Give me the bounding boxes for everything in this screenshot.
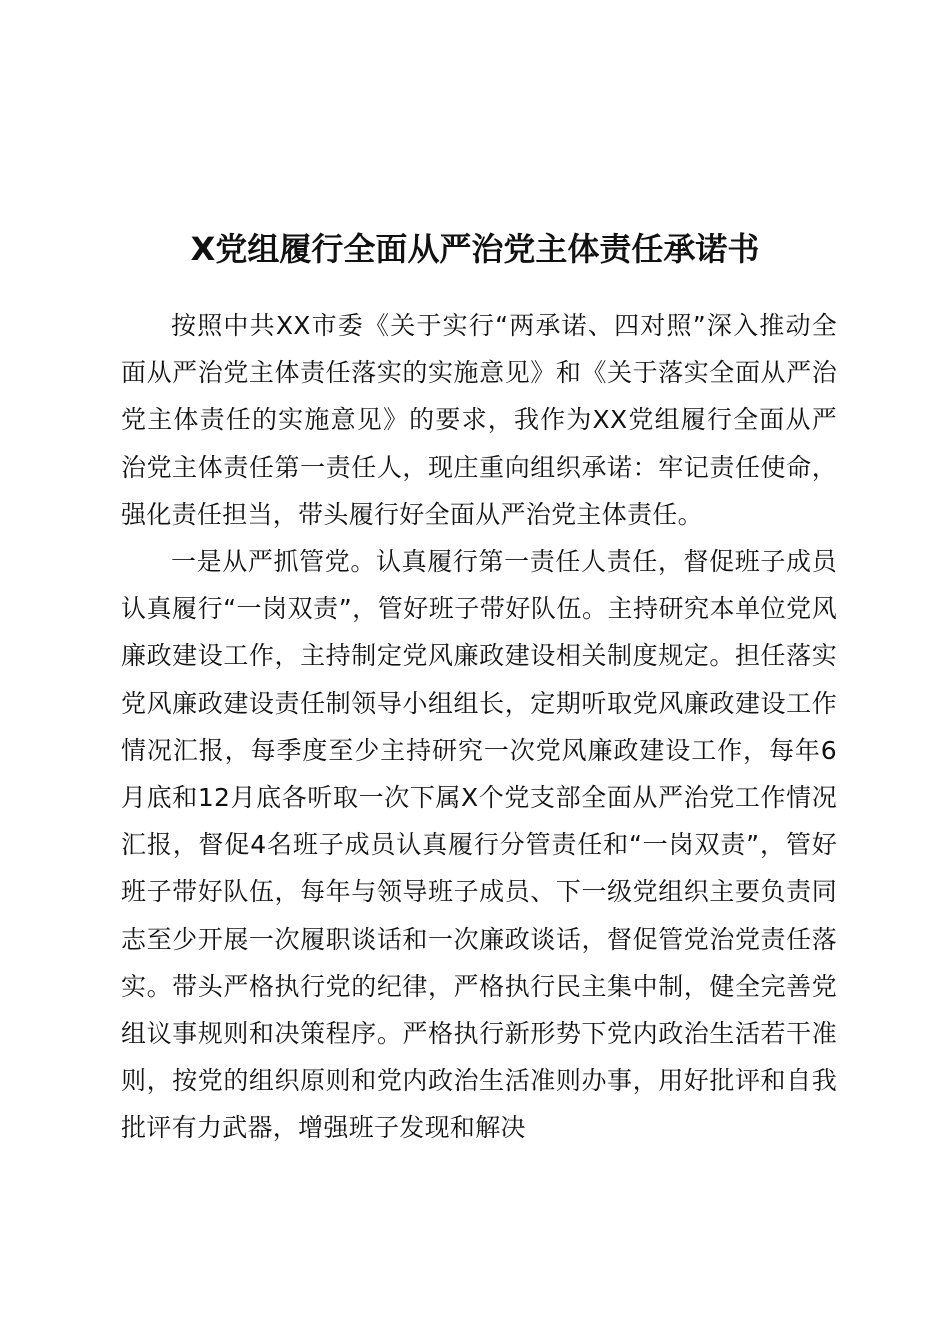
paragraph-strict-party-management: 一是从严抓管党。认真履行第一责任人责任，督促班子成员认真履行“一岗双责”，管好班子带好队伍。主持研究本单位党风廉政建设工作，主持制定党风廉政建设相关制度规定。担任落实党风廉政建设责任制领导小组组长，定期听取党风廉政建设工作情况汇报，每季度至少主持研究一次党风廉政建设工作，每年6月底和12月底各听取一次下属X个党支部全面从严治党工作情况汇报，督促4名班子成员认真履行分管责任和“一岗双责”，管好班子带好队伍，每年与领导班子成员、下一级党组织主要负责同志至少开展一次履职谈话和一次廉政谈话，督促管党治党责任落实。带头严格执行党的纪律，严格执行民主集中制，健全完善党组议事规则和决策程序。严格执行新形势下党内政治生活若干准则，按党的组织原则和党内政治生活准则办事，用好批评和自我批评有力武器，增强班子发现和解决: [121, 547, 837, 1143]
document-title: X党组履行全面从严治党主体责任承诺书: [190, 230, 760, 268]
paragraph-intro: 按照中共XX市委《关于实行“两承诺、四对照”深入推动全面从严治党主体责任落实的实施意见》和《关于落实全面从严治党主体责任的实施意见》的要求，我作为XX党组履行全面从严治党主体责任第一责任人，现庄重向组织承诺：牢记责任使命，强化责任担当，带头履行好全面从严治党主体责任。: [121, 311, 837, 529]
document-body: [121, 302, 837, 1152]
